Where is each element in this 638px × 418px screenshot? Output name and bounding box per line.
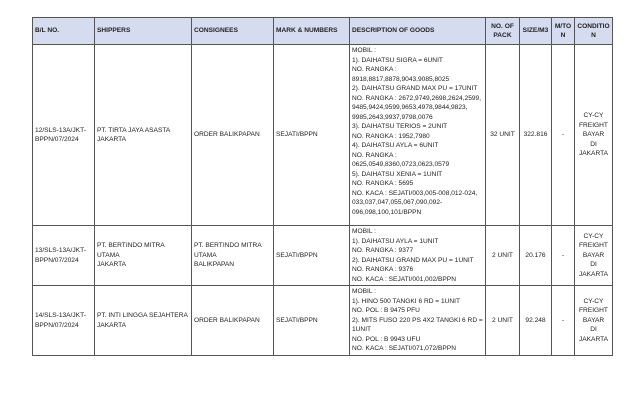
header-row (33, 18, 613, 45)
table-row (33, 226, 613, 286)
col-header-condition: CONDITION (575, 18, 613, 45)
manifest-page (32, 17, 613, 356)
shipper-cell: PT. BERTINDO MITRA UTAMA JAKARTA (95, 226, 192, 286)
pack-cell: 2 UNIT (486, 286, 520, 356)
description-cell: MOBIL : 1). DAIHATSU SIGRA = 6UNIT NO. RANGKA : 8918,8817,8878,9043,9085,8025 2). DAIHATSU GRAND MAX PU = 17UNIT NO. RANGKA : 2672,9749,2698,2624,2599, 9485,9424,9599,9653,4978,9844,9823, 9985,2643,9937,9798,0076 3). DAIHATSU TERIOS = 2UNIT NO. RANGKA : 1952,7980 4). DAIHATSU AYLA = 6UNIT NO. RANGKA : 0625,0549,8360,0723,0623,0579 5). DAIHATSU XENIA = 1UNIT NO. RANGKA : 5695 NO. KACA : SEJATI/003,005-008,012-024, 033,037,047,055,067,090,092- 096,098,100,101/BPPN (350, 45, 486, 226)
size-cell: 20.176 (520, 226, 552, 286)
mton-cell: - (552, 286, 575, 356)
mark-cell: SEJATI/BPPN (274, 286, 350, 356)
col-header-no-of-pack: NO. OF PACK (486, 18, 520, 45)
mark-cell: SEJATI/BPPN (274, 45, 350, 226)
col-header-description: DESCRIPTION OF GOODS (350, 18, 486, 45)
condition-cell: CY-CY FREIGHT BAYAR DI JAKARTA (575, 226, 613, 286)
col-header-m-ton: M/TON (552, 18, 575, 45)
bl-no-cell: 13/SLS-13A/JKT- BPPN/07/2024 (33, 226, 95, 286)
mton-cell: - (552, 226, 575, 286)
cargo-manifest-table (32, 17, 613, 356)
col-header-size-m3: SIZE/M3 (520, 18, 552, 45)
bl-no-cell: 14/SLS-13A/JKT- BPPN/07/2024 (33, 286, 95, 356)
size-cell: 92.248 (520, 286, 552, 356)
col-header-shippers: SHIPPERS (95, 18, 192, 45)
col-header-mark-numbers: MARK & NUMBERS (274, 18, 350, 45)
table-row (33, 45, 613, 226)
consignee-cell: ORDER BALIKPAPAN (192, 45, 274, 226)
condition-cell: CY-CY FREIGHT BAYAR DI JAKARTA (575, 286, 613, 356)
mark-cell: SEJATI/BPPN (274, 226, 350, 286)
table-row (33, 286, 613, 356)
consignee-cell: PT. BERTINDO MITRA UTAMA BALIKPAPAN (192, 226, 274, 286)
description-cell: MOBIL : 1). DAIHATSU AYLA = 1UNIT NO. RANGKA : 9377 2). DAIHATSU GRAND MAX PU = 1UNIT NO. RANGKA : 9376 NO. KACA : SEJATI/001,002/BPPN (350, 226, 486, 286)
pack-cell: 2 UNIT (486, 226, 520, 286)
shipper-cell: PT. TIRTA JAYA ASASTA JAKARTA (95, 45, 192, 226)
shipper-cell: PT. INTI LINGGA SEJAHTERA JAKARTA (95, 286, 192, 356)
pack-cell: 32 UNIT (486, 45, 520, 226)
mton-cell: - (552, 45, 575, 226)
condition-cell: CY-CY FREIGHT BAYAR DI JAKARTA (575, 45, 613, 226)
col-header-consignees: CONSIGNEES (192, 18, 274, 45)
col-header-bl-no: B/L NO. (33, 18, 95, 45)
consignee-cell: ORDER BALIKPAPAN (192, 286, 274, 356)
size-cell: 322.816 (520, 45, 552, 226)
description-cell: MOBIL : 1). HINO 500 TANGKI 6 RD = 1UNIT NO. POL : B 9475 PFU 2). MITS FUSO 220 PS 4X2 TANGKI 6 RD = 1UNIT NO. POL : B 9943 UFU NO. KACA : SEJATI/071,072/BPPN (350, 286, 486, 356)
bl-no-cell: 12/SLS-13A/JKT- BPPN/07/2024 (33, 45, 95, 226)
